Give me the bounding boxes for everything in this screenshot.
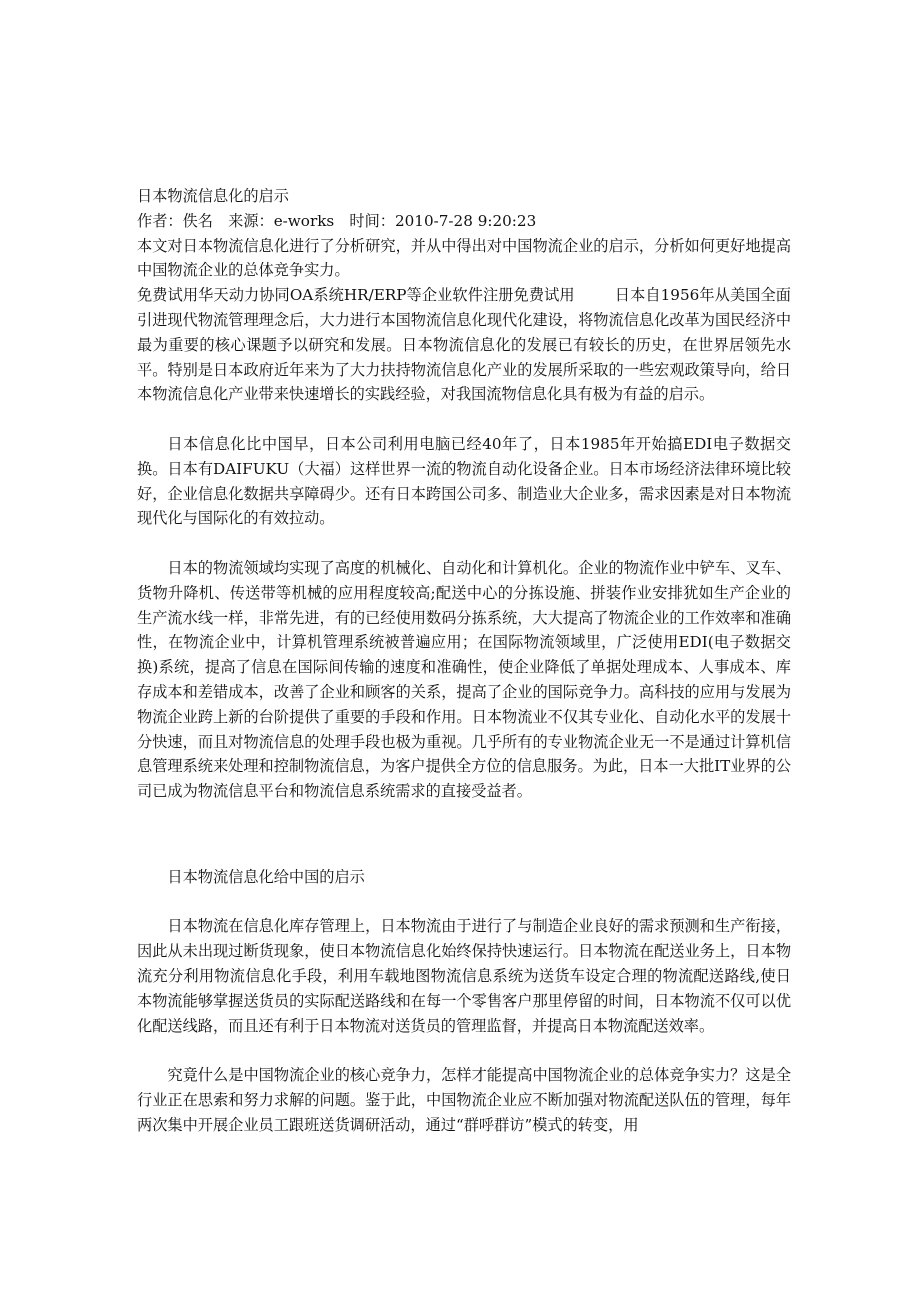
intro-block <box>137 283 791 407</box>
ad-link[interactable]: 免费试用华天动力协同OA系统HR/ERP等企业软件注册免费试用 <box>137 286 575 305</box>
paragraph: 日本的物流领域均实现了高度的机械化、自动化和计算机化。企业的物流作业中铲车、叉车、货物升降机、传送带等机械的应用程度较高;配送中心的分拣设施、拼装作业安排犹如生产企业的生产流水线一样，非常先进，有的已经使用数码分拣系统，大大提高了物流企业的工作效率和准确性，在物流企业中，计算机管理系统被普遍应用；在国际物流领域里，广泛使用EDI(电子数据交换)系统，提高了信息在国际间传输的速度和准确性，使企业降低了单据处理成本、人事成本、库存成本和差错成本，改善了企业和顾客的关系，提高了企业的国际竞争力。高科技的应用与发展为物流企业跨上新的台阶提供了重要的手段和作用。日本物流业不仅其专业化、自动化水平的发展十分快速，而且对物流信息的处理手段也极为重视。几乎所有的专业物流企业无一不是通过计算机信息管理系统来处理和控制物流信息，为客户提供全方位的信息服务。为此，日本一大批IT业界的公司已成为物流信息平台和物流信息系统需求的直接受益者。 <box>137 558 792 801</box>
paragraph: 日本物流在信息化库存管理上，日本物流由于进行了与制造企业良好的需求预测和生产衔接，因此从未出现过断货现象，使日本物流信息化始终保持快速运行。日本物流在配送业务上，日本物流充分利用物流信息化手段，利用车载地图物流信息系统为送货车设定合理的物流配送路线,使日本物流能够掌握送货员的实际配送路线和在每一个零售客户那里停留的时间，日本物流不仅可以优化配送线路，而且还有利于日本物流对送货员的管理监督，并提高日本物流配送效率。 <box>137 917 791 1035</box>
paragraph: 究竟什么是中国物流企业的核心竞争力，怎样才能提高中国物流企业的总体竞争实力？这是全行业正在思索和努力求解的问题。鉴于此，中国物流企业应不断加强对物流配送队伍的管理，每年两次集中开展企业员工跟班送货调研活动，通过“群呼群访”模式的转变，用 <box>137 1066 791 1134</box>
paragraph-gap <box>137 1038 791 1063</box>
article-meta: 作者：佚名 来源：e-works 时间：2010-7-28 9:20:23 <box>137 211 537 230</box>
intro-paragraph: 日本自1956年从美国全面引进现代物流管理理念后，大力进行本国物流信息化现代化建设，将物流信息化改革为国民经济中最为重要的核心课题予以研究和发展。日本物流信息化的发展已有较长的历史，在世界居领先水平。特别是日本政府近年来为了大力扶持物流信息化产业的发展所采取的一些宏观政策导向，给日本物流信息化产业带来快速增长的实践经验，对我国流物信息化具有极为有益的启示。 <box>137 286 791 404</box>
section-gap <box>137 804 791 840</box>
article-title: 日本物流信息化的启示 <box>137 187 289 205</box>
document-page <box>137 184 791 1137</box>
article-summary: 本文对日本物流信息化进行了分析研究，并从中得出对中国物流企业的启示，分析如何更好地提高中国物流企业的总体竞争实力。 <box>137 236 791 280</box>
paragraph-gap <box>137 531 791 556</box>
section-gap <box>137 840 791 865</box>
paragraph: 日本信息化比中国早，日本公司利用电脑已经40年了，日本1985年开始搞EDI电子数据交换。日本有DAIFUKU（大福）这样世界一流的物流自动化设备企业。日本市场经济法律环境比较好，企业信息化数据共享障碍少。还有日本跨国公司多、制造业大企业多，需求因素是对日本物流现代化与国际化的有效拉动。 <box>137 434 791 528</box>
section-heading: 日本物流信息化给中国的启示 <box>167 867 365 886</box>
paragraph-gap <box>137 407 791 432</box>
paragraph-gap <box>137 890 791 915</box>
